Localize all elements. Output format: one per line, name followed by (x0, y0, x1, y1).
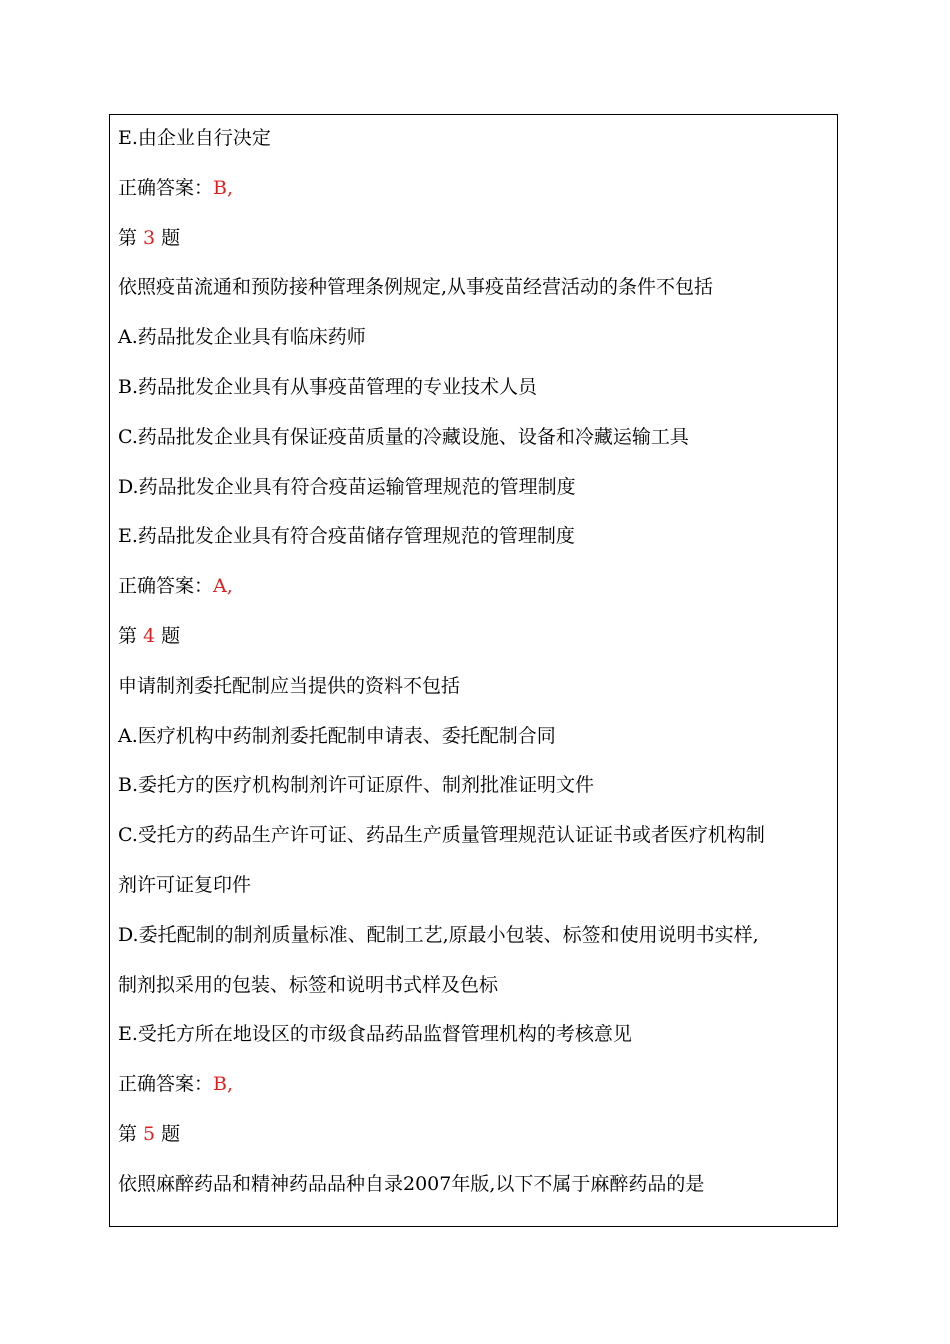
option-text: 制剂拟采用的包装、标签和说明书式样及色标 (118, 973, 499, 996)
answer-line (118, 1069, 829, 1099)
question-number (118, 223, 829, 253)
question-number-prefix: 第 (118, 625, 138, 647)
option-text: A.药品批发企业具有临床药师 (118, 326, 366, 349)
question-text: 依照麻醉药品和精神药品品种自录2007年版,以下不属于麻醉药品的是 (118, 1172, 705, 1195)
question-number-suffix: 题 (161, 226, 181, 249)
option-text: D.委托配制的制剂质量标准、配制工艺,原最小包装、标签和使用说明书实样, (118, 923, 759, 946)
question-number-number: 4 (143, 625, 156, 647)
question-number (118, 1119, 829, 1149)
question-text: 依照疫苗流通和预防接种管理条例规定,从事疫苗经营活动的条件不包括 (118, 276, 714, 299)
question-number-suffix: 题 (161, 625, 181, 647)
question-number-prefix: 第 (118, 226, 138, 249)
question-number-prefix: 第 (118, 1123, 138, 1145)
question-number-number: 3 (143, 226, 156, 249)
answer-value: B, (213, 176, 234, 199)
answer-label: 正确答案： (118, 176, 214, 199)
answer-label: 正确答案： (118, 1073, 214, 1096)
option-text: B.委托方的医疗机构制剂许可证原件、制剂批准证明文件 (118, 774, 595, 797)
question-text: 申请制剂委托配制应当提供的资料不包括 (118, 674, 461, 697)
question-number (118, 621, 829, 651)
option-text: A.医疗机构中药制剂委托配制申请表、委托配制合同 (118, 724, 556, 747)
option-text: C.受托方的药品生产许可证、药品生产质量管理规范认证证书或者医疗机构制 (118, 824, 765, 847)
answer-label: 正确答案： (118, 575, 214, 598)
question-number-number: 5 (143, 1123, 156, 1145)
answer-value: A, (213, 575, 233, 598)
option-text: E.由企业自行决定 (118, 127, 271, 149)
answer-value: B, (213, 1073, 234, 1096)
question-number-suffix: 题 (161, 1123, 181, 1145)
option-text: E.药品批发企业具有符合疫苗储存管理规范的管理制度 (118, 525, 575, 548)
option-text: 剂许可证复印件 (118, 874, 252, 896)
answer-line (118, 571, 829, 601)
option-text: E.受托方所在地设区的市级食品药品监督管理机构的考核意见 (118, 1023, 632, 1046)
option-text: C.药品批发企业具有保证疫苗质量的冷藏设施、设备和冷藏运输工具 (118, 425, 689, 448)
answer-line (118, 173, 829, 203)
option-text: D.药品批发企业具有符合疫苗运输管理规范的管理制度 (118, 475, 576, 498)
document-page (109, 114, 838, 1227)
option-text: B.药品批发企业具有从事疫苗管理的专业技术人员 (118, 376, 538, 398)
